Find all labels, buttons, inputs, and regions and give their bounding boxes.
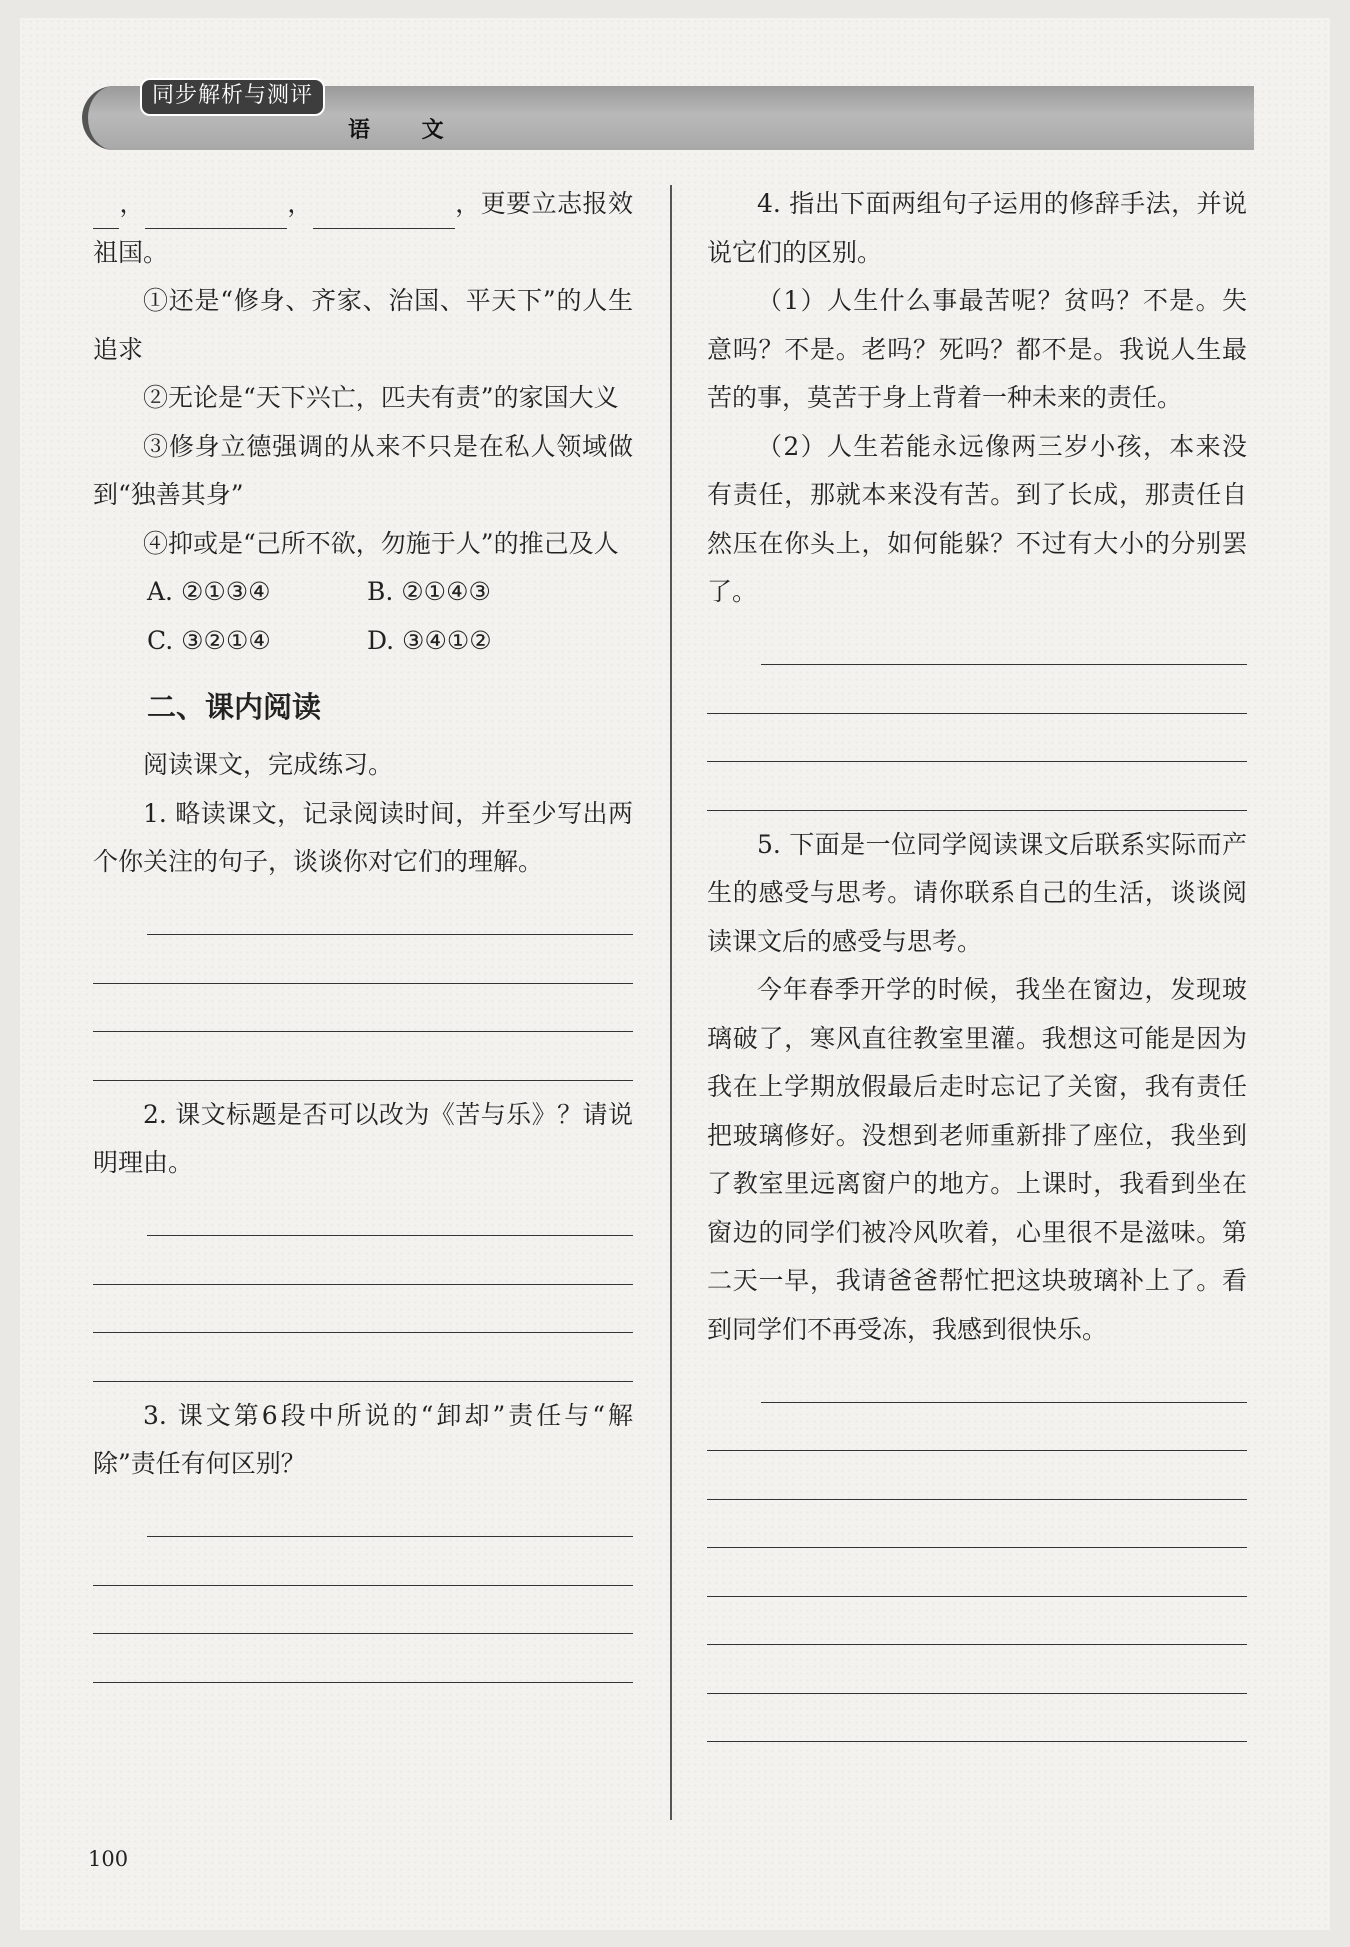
fill-blank-3[interactable]: [313, 198, 455, 229]
choice-2: ②无论是“天下兴亡，匹夫有责”的家国大义: [143, 383, 619, 412]
choice-3: ③修身立德强调的从来不只是在私人领域做到“独善其身”: [93, 431, 633, 509]
question-4-sentence-2: （2）人生若能永远像两三岁小孩，本来没有责任，那就本来没有苦。到了长成，那责任自然压在你头上，如何能躲？不过有大小的分别罢了。: [707, 431, 1247, 606]
book-series-tag: 同步解析与测评: [140, 78, 325, 116]
answer-area-5[interactable]: [707, 1354, 1247, 1742]
fill-blank-2[interactable]: [145, 198, 287, 229]
answer-area-2[interactable]: [93, 1188, 633, 1382]
section-title: 二、课内阅读: [147, 690, 322, 724]
subject-label: 语 文: [348, 118, 466, 143]
right-column: [707, 180, 1247, 1742]
question-1: 1. 略读课文，记录阅读时间，并至少写出两个你关注的句子，谈谈你对它们的理解。: [93, 798, 633, 876]
instruction: 阅读课文，完成练习。: [143, 750, 394, 779]
question-3: 3. 课文第6段中所说的“卸却”责任与“解除”责任有何区别？: [93, 1400, 633, 1478]
options-row-2: [93, 617, 633, 666]
answer-area-4[interactable]: [707, 617, 1247, 811]
choice-4: ④抑或是“己所不欲，勿施于人”的推己及人: [143, 528, 619, 558]
option-a[interactable]: A. ②①③④: [147, 577, 271, 606]
answer-area-1[interactable]: [93, 887, 633, 1081]
left-column: [93, 180, 633, 1683]
fill-blank-1[interactable]: [93, 198, 119, 229]
intro-continuation: ， ， ，更要立志报效祖国。: [93, 189, 633, 267]
question-4: 4. 指出下面两组句子运用的修辞手法，并说说它们的区别。: [707, 189, 1247, 267]
option-b[interactable]: B. ②①④③: [367, 577, 491, 606]
question-2: 2. 课文标题是否可以改为《苦与乐》？请说明理由。: [93, 1099, 633, 1177]
option-d[interactable]: D. ③④①②: [367, 625, 492, 655]
options-row-1: [93, 568, 633, 617]
choice-1: ①还是“修身、齐家、治国、平天下”的人生追求: [93, 286, 633, 364]
question-4-sentence-1: （1）人生什么事最苦呢？贫吗？不是。失意吗？不是。老吗？死吗？都不是。我说人生最苦的事，莫苦于身上背着一种未来的责任。: [707, 286, 1247, 412]
question-5-passage: 今年春季开学的时候，我坐在窗边，发现玻璃破了，寒风直往教室里灌。我想这可能是因为我在上学期放假最后走时忘记了关窗，我有责任把玻璃修好。没想到老师重新排了座位，我坐到了教室里远离窗户的地方。上课时，我看到坐在窗边的同学们被冷风吹着，心里很不是滋味。第二天一早，我请爸爸帮忙把这块玻璃补上了。看到同学们不再受冻，我感到很快乐。: [707, 975, 1247, 1344]
option-c[interactable]: C. ③②①④: [147, 625, 271, 655]
answer-area-3[interactable]: [93, 1489, 633, 1683]
question-5: 5. 下面是一位同学阅读课文后联系实际而产生的感受与思考。请你联系自己的生活，谈谈阅读课文后的感受与思考。: [707, 829, 1247, 956]
column-divider: [670, 185, 672, 1820]
page-number: 100: [88, 1847, 129, 1871]
